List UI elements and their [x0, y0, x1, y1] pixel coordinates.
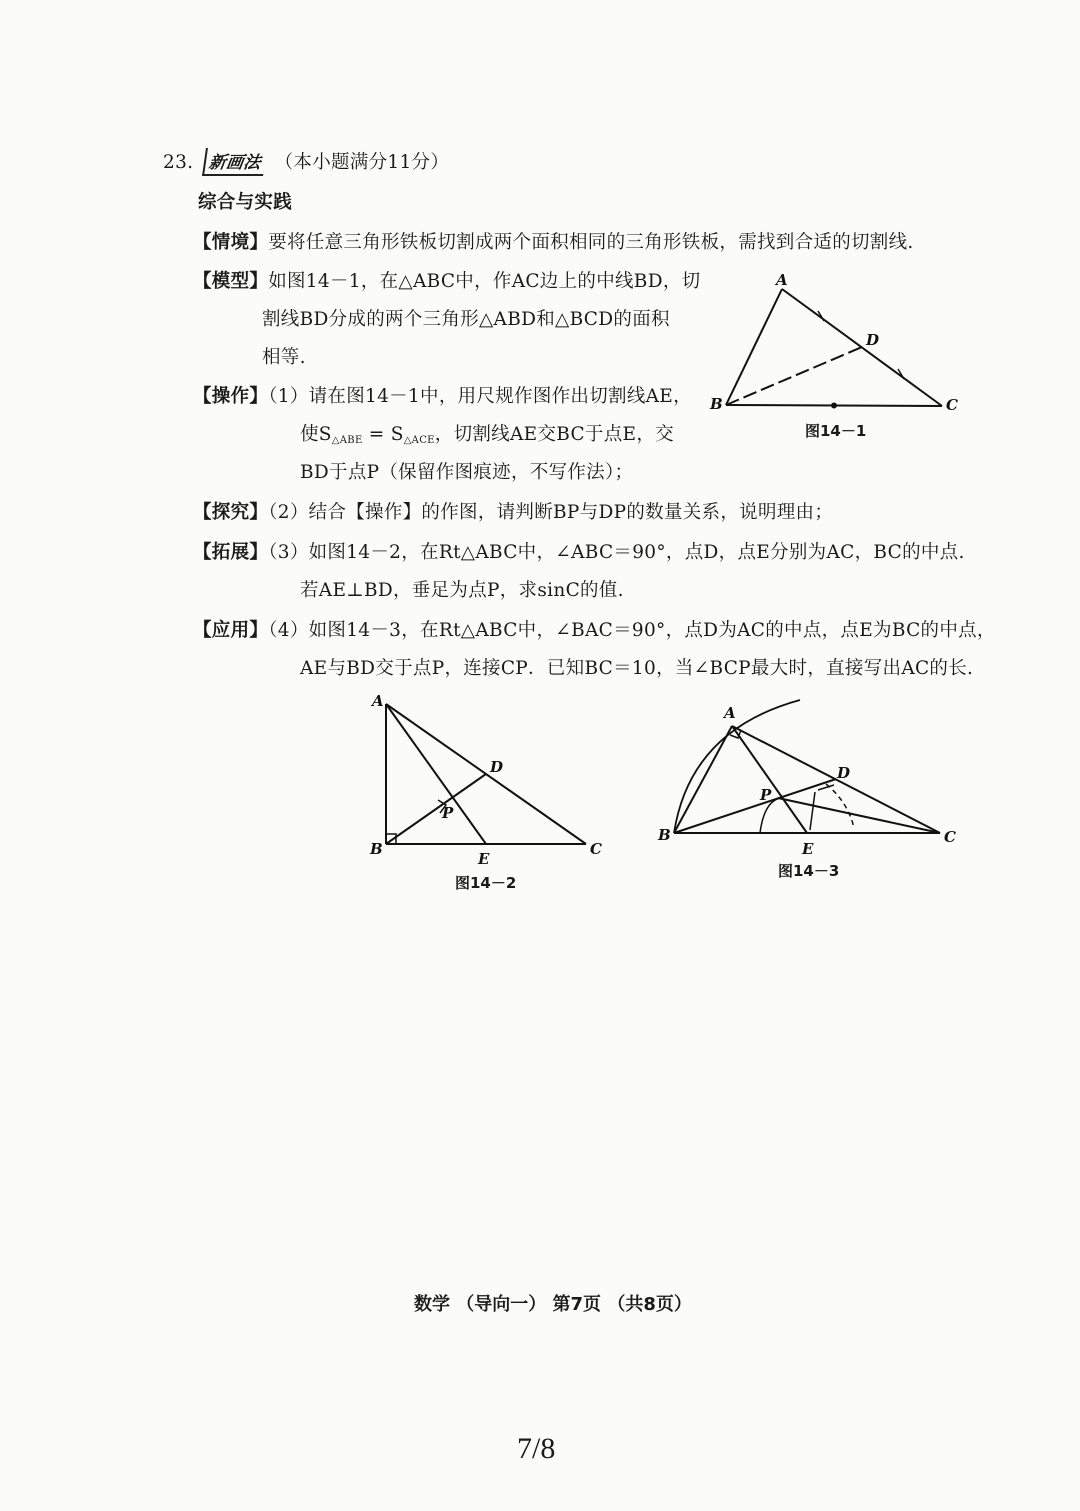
situation-line	[193, 228, 914, 254]
page-footer: 数学 （导向一） 第7页 （共8页）	[414, 1294, 692, 1315]
extend-line-2: 若AE⊥BD，垂足为点P，求sinC的值.	[300, 580, 624, 601]
fig2-label-d: D	[490, 758, 504, 776]
fig2-caption: 图14－2	[455, 874, 517, 892]
figure-14-3	[650, 690, 970, 860]
explore-line	[193, 498, 833, 524]
figure-14-2	[360, 690, 610, 870]
model-line-1	[193, 267, 700, 293]
operation-tag: 【操作】	[193, 386, 269, 407]
fig1-midpoint-bc	[832, 404, 836, 408]
fig3-caption: 图14－3	[778, 862, 840, 880]
area-subscript-ace: △ACE	[403, 435, 435, 446]
new-method-badge: 新画法	[202, 148, 267, 176]
explore-tag: 【探究】	[193, 502, 269, 523]
situation-tag: 【情境】	[193, 232, 269, 253]
apply-line-2: AE与BD交于点P，连接CP．已知BC＝10，当∠BCP最大时，直接写出AC的长.	[300, 658, 974, 679]
model-line-3: 相等.	[262, 347, 306, 368]
figure-14-1	[700, 265, 980, 445]
fig2-label-b: B	[370, 840, 383, 858]
explore-text: （2）结合【操作】的作图，请判断BP与DP的数量关系，说明理由；	[268, 502, 834, 523]
fig1-label-c: C	[946, 396, 958, 414]
model-tag: 【模型】	[193, 271, 269, 292]
fig2-label-e: E	[478, 850, 490, 868]
apply-tag: 【应用】	[193, 620, 269, 641]
situation-text: 要将任意三角形铁板切割成两个面积相同的三角形铁板，需找到合适的切割线.	[268, 232, 914, 253]
fig2-label-p: P	[442, 804, 454, 822]
model-text-1: 如图14－1，在△ABC中，作AC边上的中线BD，切	[268, 271, 701, 292]
extend-text-1: （3）如图14－2，在Rt△ABC中，∠ABC＝90°，点D，点E分别为AC，BC的中点.	[268, 542, 965, 563]
question-header	[163, 148, 449, 176]
fig2-segment-bd	[386, 774, 486, 844]
fig1-median-bd	[726, 347, 862, 405]
score-note: （本小题满分11分）	[274, 152, 450, 173]
area-subscript-abe: △ABE	[331, 435, 363, 446]
fig3-label-a: A	[724, 704, 736, 722]
fig3-label-p: P	[760, 786, 772, 804]
model-line-2: 割线BD分成的两个三角形△ABD和△BCD的面积	[262, 309, 670, 330]
fig1-side-ab	[726, 289, 782, 405]
fig3-segment-ae	[732, 726, 807, 833]
operation-line-3: BD于点P（保留作图痕迹，不写作法）；	[300, 462, 634, 483]
fig3-label-e: E	[802, 840, 814, 858]
extend-line-1	[193, 538, 965, 564]
fig1-caption: 图14－1	[805, 422, 867, 440]
fig3-construct-mark	[818, 785, 834, 790]
fig2-label-c: C	[590, 840, 602, 858]
extend-tag: 【拓展】	[193, 542, 269, 563]
operation-line-1	[193, 382, 692, 408]
operation-line-2: 使$S_{\triangle ABE} = S_{\triangle ACE}$，切割线AE交BC于点E，交	[300, 424, 674, 446]
fig1-label-a: A	[776, 271, 788, 289]
fig1-label-d: D	[866, 331, 880, 349]
question-number: 23.	[163, 152, 194, 173]
fig1-label-b: B	[710, 395, 723, 413]
fig3-label-b: B	[658, 826, 671, 844]
section-title: 综合与实践	[198, 192, 293, 213]
fig3-label-d: D	[837, 764, 851, 782]
operation-text-1: （1）请在图14－1中，用尺规作图作出切割线AE，	[268, 386, 692, 407]
fig3-dashed-arc	[826, 784, 854, 828]
fig2-label-a: A	[372, 692, 384, 710]
page-number: 7/8	[517, 1432, 556, 1465]
apply-line-1	[193, 616, 996, 642]
fig3-perp-construct	[810, 792, 815, 830]
apply-text-1: （4）如图14－3，在Rt△ABC中，∠BAC＝90°，点D为AC的中点，点E为BC的中点，	[268, 620, 996, 641]
fig1-side-ac	[782, 289, 942, 406]
fig3-label-c: C	[944, 828, 956, 846]
fig2-segment-ae	[386, 704, 486, 844]
